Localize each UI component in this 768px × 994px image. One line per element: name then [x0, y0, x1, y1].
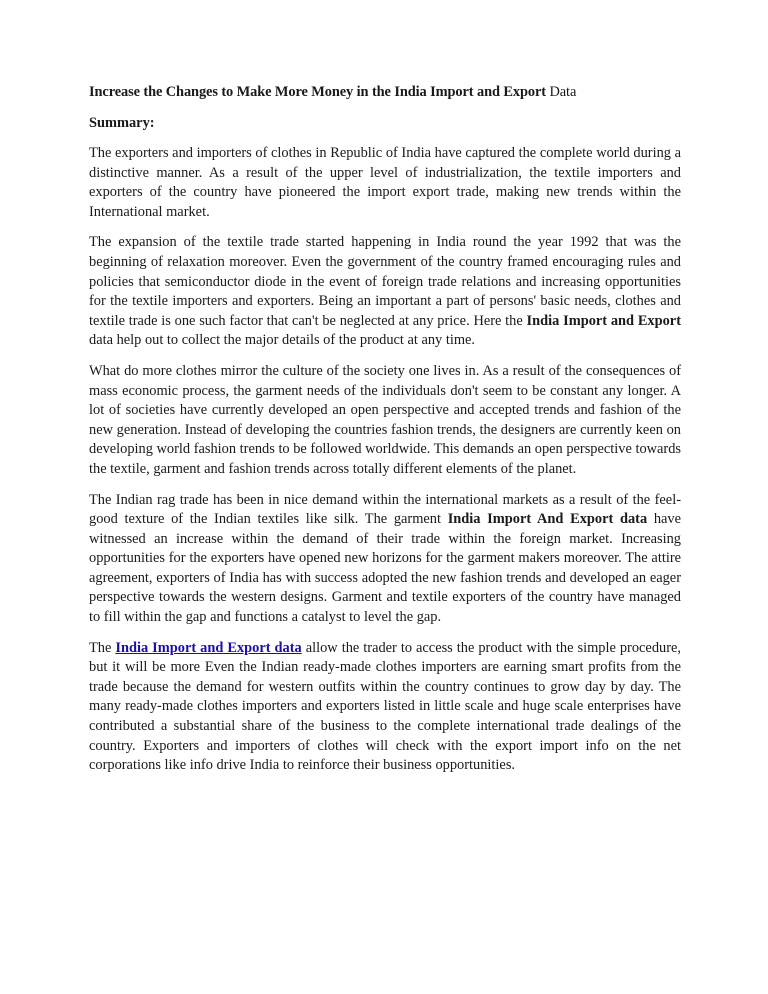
paragraph-1: The exporters and importers of clothes in Republic of India have captured the complete world during a distinctive manner. As a result of the upper level of industrialization, the textile importers and exporters of the country have pioneered the import export trade, making new trends within the International market. — [89, 145, 681, 220]
document-title-bold: Increase the Changes to Make More Money in the India Import and Export — [89, 84, 546, 100]
paragraph-2-text-b: data help out to collect the major details of the product at any time. — [89, 332, 476, 349]
paragraph-4-text-b: have witnessed an increase within the demand of their trade within the foreign market. Increasing opportunities for the exporters have opened new horizons for the garment makers moreover. The attire agreement, exporters of India has with success adopted the new fashion trends and developed an eager perspective towards the western designs. Garment and textile exporters of the country have managed to fill within the gap and functions a catalyst to level the gap. — [89, 511, 682, 626]
document-title — [89, 82, 681, 102]
paragraph-5 — [89, 639, 681, 776]
paragraph-2-text-a: The expansion of the textile trade started happening in India round the year 1992 that was the beginning of relaxation moreover. Even the government of the country framed encouraging rules and policies that semiconductor diode in the event of foreign trade relations and increasing opportunities for the textile importers and exporters. Being an important a part of persons' basic needs, clothes and textile trade is one such factor that can't be neglected at any price. Here the — [89, 234, 681, 329]
document-title-tail: Data — [545, 84, 577, 100]
paragraph-4 — [89, 491, 681, 628]
paragraph-2-bold-keyword: India Import and Export — [526, 312, 681, 329]
paragraph-3: What do more clothes mirror the culture of the society one lives in. As a result of the consequences of mass economic process, the garment needs of the individuals don't seem to be constant any longer. A lot of societies have currently developed an open perspective and accepted trends and fashion of the new generation. Instead of developing the countries fashion trends, the designers are currently keen on developing world fashion trends to be followed worldwide. This demands an open perspective towards the textile, garment and fashion trends across totally different elements of the planet. — [89, 362, 682, 477]
paragraph-5-text-b: allow the trader to access the product with the simple procedure, but it will be more Even the Indian ready-made clothes importers are earning smart profits from the trade because the demand for western outfits within the country continues to grow day by day. The many ready-made clothes importers and exporters listed in little scale and huge scale enterprises have contributed a substantial share of the business to the complete international trade dealings of the country. Exporters and importers of clothes will check with the export import info on the net corporations like info drive India to reinforce their business opportunities. — [89, 639, 681, 774]
summary-heading: Summary: — [89, 115, 155, 131]
india-import-export-data-link[interactable]: India Import and Export data — [115, 639, 302, 656]
paragraph-4-bold-keyword: India Import And Export data — [447, 511, 648, 528]
paragraph-4-text-a: The Indian rag trade has been in nice demand within the international markets as a result of the feel-good texture of the Indian textiles like silk. The garment — [89, 491, 681, 528]
paragraph-5-text-a: The — [89, 639, 116, 656]
paragraph-2 — [89, 233, 681, 351]
document-page — [89, 82, 681, 776]
